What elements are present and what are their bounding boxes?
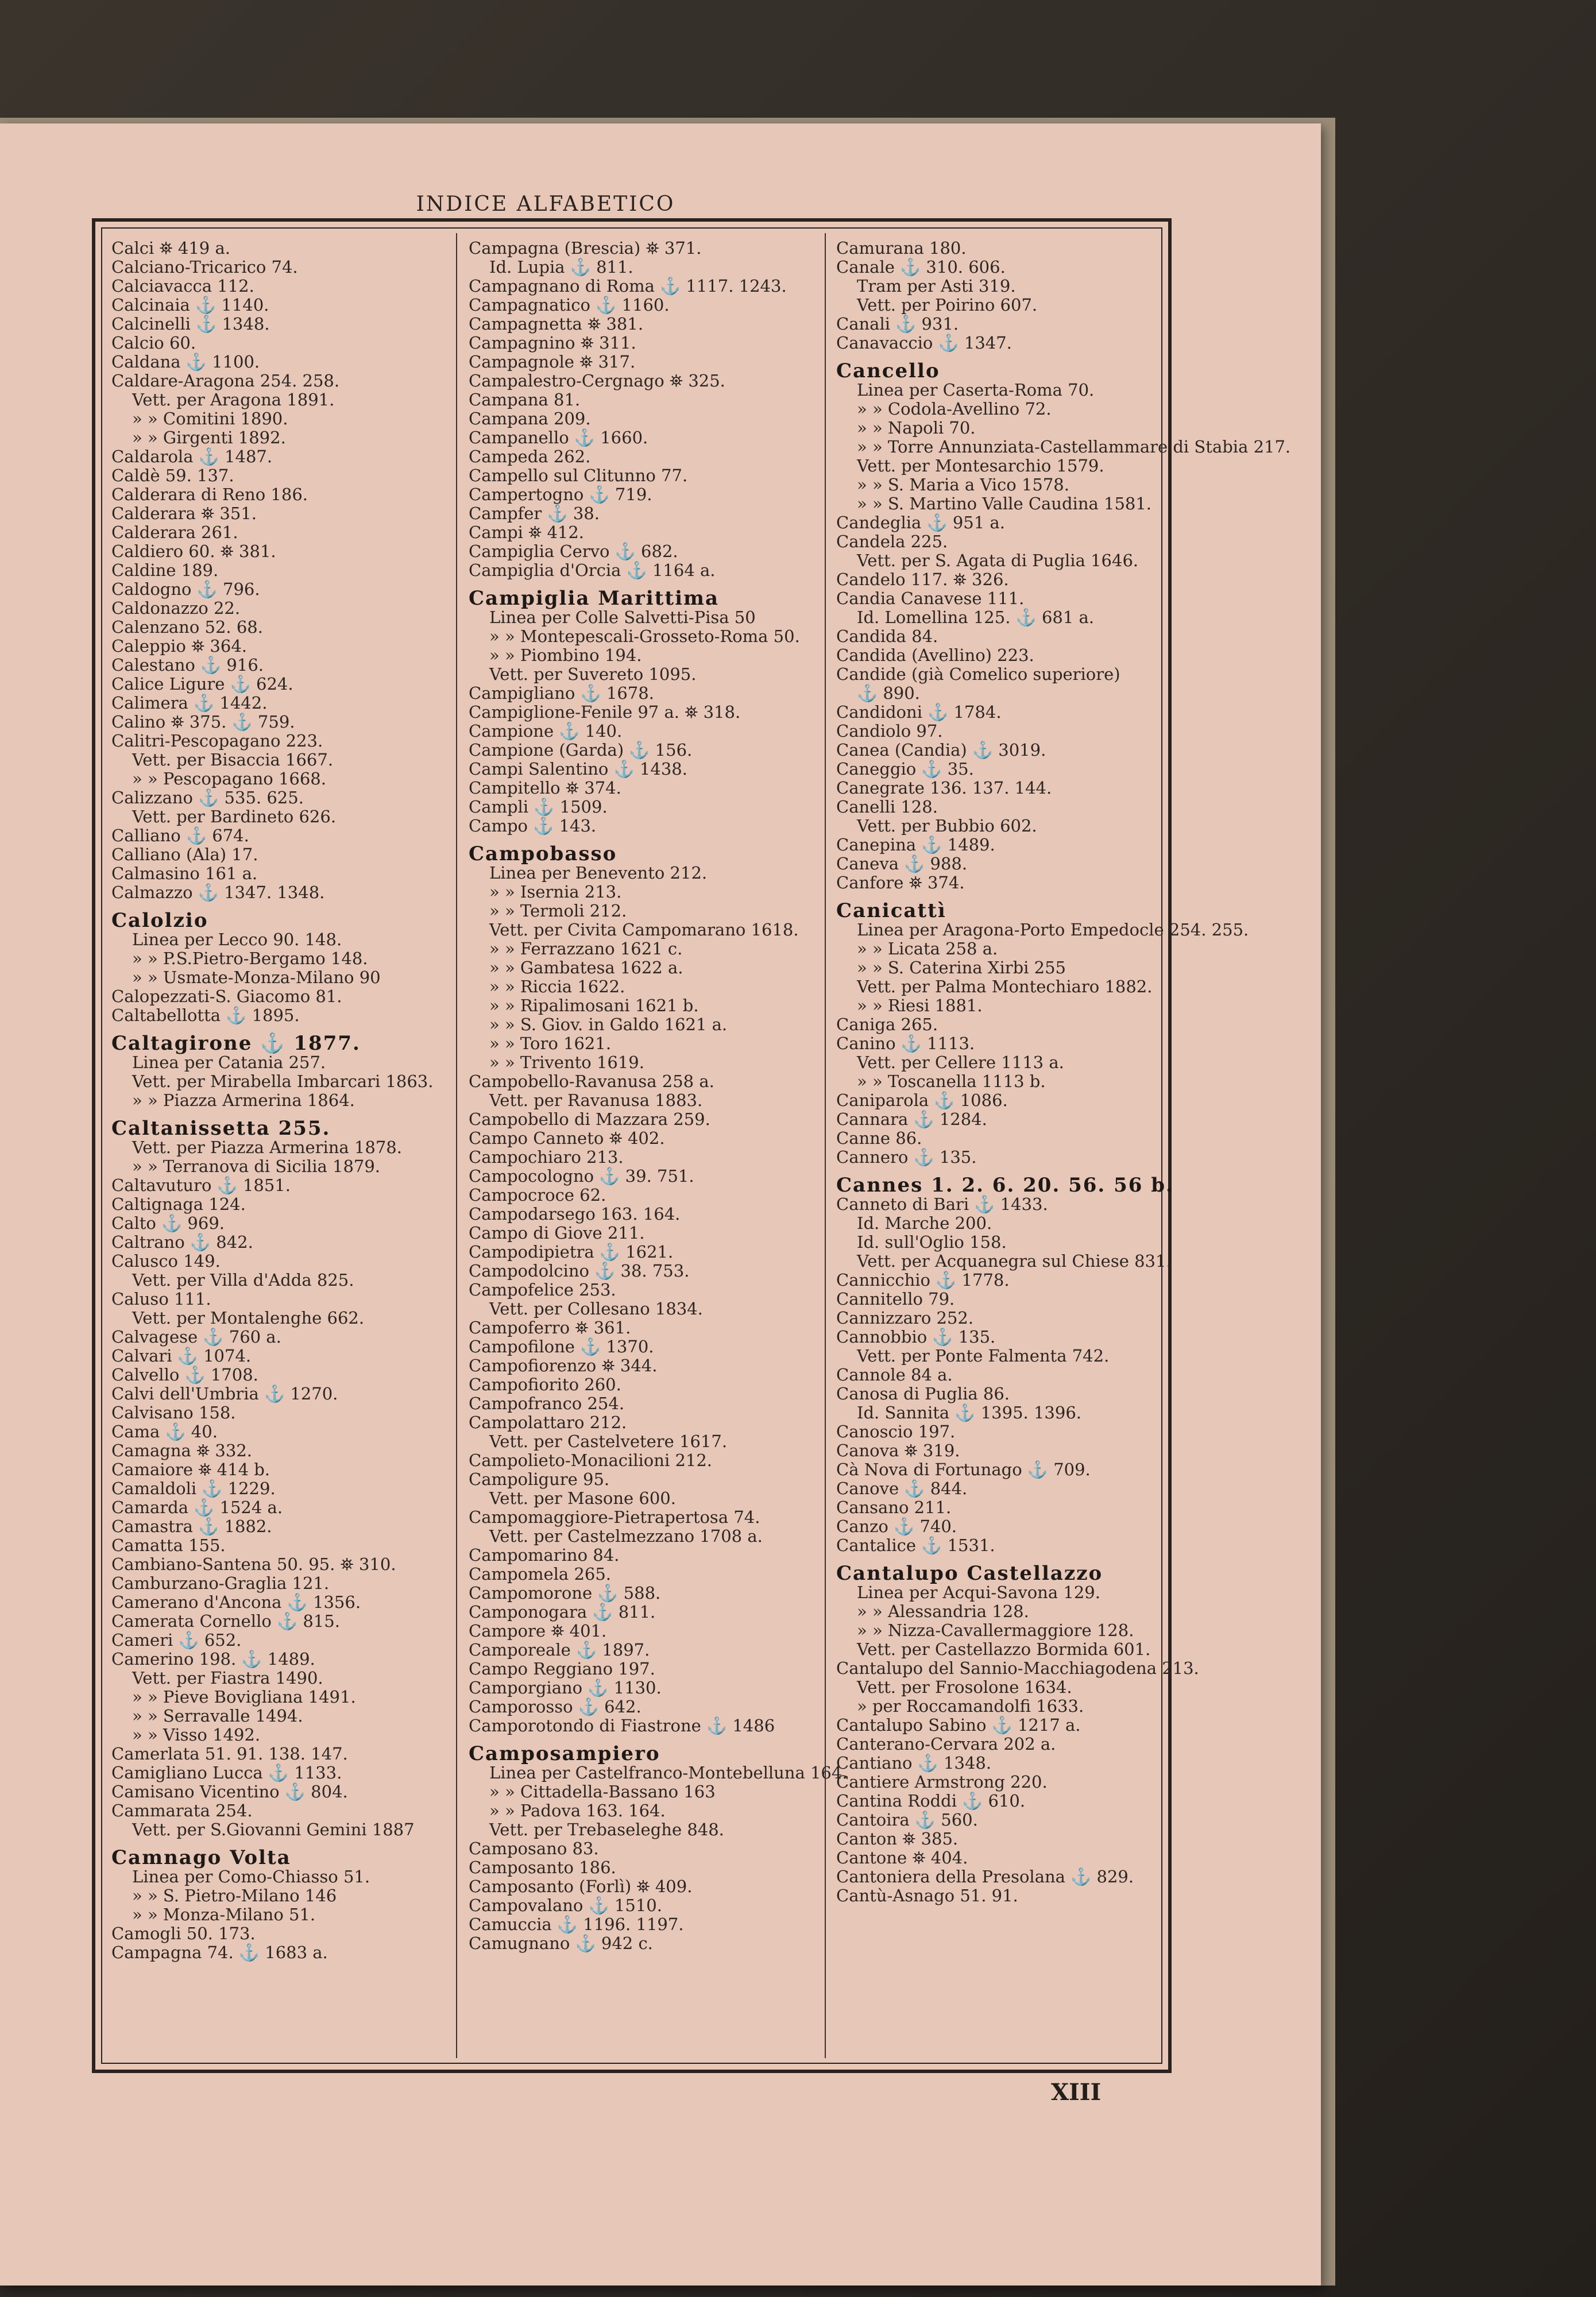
index-entry: Campagna (Brescia) ⛯ 371. [469, 238, 702, 258]
index-entry: Campeda 262. [469, 447, 591, 466]
index-entry: Canali ⚓ 931. [836, 314, 959, 334]
index-entry: Campertogno ⚓ 719. [469, 485, 652, 504]
index-entry: Vett. per Ponte Falmenta 742. [857, 1346, 1110, 1366]
index-entry: Id. Lupia ⚓ 811. [489, 257, 633, 277]
index-entry: Candela 225. [836, 532, 948, 551]
index-entry: Campobello-Ravanusa 258 a. [469, 1072, 714, 1091]
index-entry: Vett. per Piazza Armerina 1878. [132, 1138, 402, 1157]
index-entry: Vett. per Montesarchio 1579. [857, 456, 1104, 475]
index-entry: Campione ⚓ 140. [469, 721, 623, 741]
index-entry: Caldarola ⚓ 1487. [111, 447, 273, 466]
index-entry: Calvagese ⚓ 760 a. [111, 1327, 281, 1347]
index-entry: Cantalupo del Sannio-Macchiagodena 213. [836, 1658, 1199, 1678]
index-entry: Canzo ⚓ 740. [836, 1517, 957, 1536]
index-entry: Camerino 198. ⚓ 1489. [111, 1649, 315, 1669]
index-entry: Campo di Giove 211. [469, 1223, 645, 1243]
index-entry: Canosa di Puglia 86. [836, 1384, 1010, 1403]
index-entry: Campovalano ⚓ 1510. [469, 1896, 662, 1915]
index-entry: » » Riesi 1881. [857, 996, 983, 1015]
index-entry: Cantiere Armstrong 220. [836, 1772, 1048, 1792]
index-entry: Calmasino 161 a. [111, 864, 258, 883]
index-entry: Calmazzo ⚓ 1347. 1348. [111, 883, 325, 902]
index-entry: Linea per Benevento 212. [489, 863, 708, 883]
index-entry: Campagnole ⛯ 317. [469, 352, 636, 372]
index-entry: Vett. per Poirino 607. [857, 295, 1038, 315]
index-entry: Calcio 60. [111, 333, 196, 353]
index-entry: Calimera ⚓ 1442. [111, 693, 268, 713]
index-entry: Campitello ⛯ 374. [469, 778, 621, 798]
index-entry: Cantalice ⚓ 1531. [836, 1536, 995, 1555]
index-entry: Camponogara ⚓ 811. [469, 1602, 656, 1622]
index-entry: Camatta 155. [111, 1536, 226, 1555]
index-entry: Vett. per Bardineto 626. [132, 807, 337, 826]
index-entry: Caniparola ⚓ 1086. [836, 1091, 1008, 1110]
index-entry: Vett. per Villa d'Adda 825. [132, 1270, 354, 1290]
index-entry: » » Toscanella 1113 b. [857, 1072, 1046, 1091]
index-entry: Linea per Como-Chiasso 51. [132, 1867, 370, 1886]
index-entry: Campagnetta ⛯ 381. [469, 314, 644, 334]
index-entry: Campobello di Mazzara 259. [469, 1109, 710, 1129]
index-entry: Caltabellotta ⚓ 1895. [111, 1006, 300, 1025]
index-entry: Camporotondo di Fiastrone ⚓ 1486 [469, 1716, 775, 1735]
index-entry: Canoscio 197. [836, 1422, 956, 1441]
index-entry: Vett. per Ravanusa 1883. [489, 1091, 703, 1110]
index-entry: » » Montepescali-Grosseto-Roma 50. [489, 627, 800, 646]
index-entry: Caltrano ⚓ 842. [111, 1232, 253, 1252]
index-entry: Linea per Catania 257. [132, 1053, 326, 1072]
index-entry: Cantalupo Sabino ⚓ 1217 a. [836, 1715, 1081, 1735]
index-entry: Campochiaro 213. [469, 1147, 624, 1167]
index-entry: Campofranco 254. [469, 1394, 625, 1413]
index-entry: Id. Sannita ⚓ 1395. 1396. [857, 1403, 1081, 1422]
index-entry: Canova ⛯ 319. [836, 1441, 960, 1460]
index-entry: Vett. per Bisaccia 1667. [132, 750, 334, 769]
index-entry: » » Gambatesa 1622 a. [489, 958, 683, 977]
index-entry: » » P.S.Pietro-Bergamo 148. [132, 949, 368, 968]
index-entry: Campo ⚓ 143. [469, 816, 597, 836]
index-entry: » » S. Martino Valle Caudina 1581. [857, 494, 1152, 513]
index-entry: Calderara ⛯ 351. [111, 504, 257, 523]
index-entry: Linea per Acqui-Savona 129. [857, 1583, 1100, 1602]
index-entry: Canelli 128. [836, 797, 938, 817]
column-divider [825, 233, 826, 2058]
index-entry: Campodolcino ⚓ 38. 753. [469, 1261, 690, 1281]
index-entry: » » Pescopagano 1668. [132, 769, 326, 788]
index-entry: » » Serravalle 1494. [132, 1706, 303, 1726]
index-entry: Vett. per Masone 600. [489, 1488, 676, 1508]
index-entry: Cantiano ⚓ 1348. [836, 1753, 992, 1773]
index-entry: Calizzano ⚓ 535. 625. [111, 788, 304, 807]
index-entry: Calvello ⚓ 1708. [111, 1365, 258, 1385]
index-entry: » » Trivento 1619. [489, 1053, 644, 1072]
index-entry: Linea per Caserta-Roma 70. [857, 380, 1095, 400]
index-entry: Id. Lomellina 125. ⚓ 681 a. [857, 608, 1095, 627]
index-entry: » » Isernia 213. [489, 882, 622, 902]
index-entry: Calino ⛯ 375. ⚓ 759. [111, 712, 295, 732]
index-entry: » » Comitini 1890. [132, 409, 288, 428]
index-entry: Canterano-Cervara 202 a. [836, 1734, 1056, 1754]
index-entry: Camburzano-Graglia 121. [111, 1573, 330, 1593]
index-entry: Camerata Cornello ⚓ 815. [111, 1611, 340, 1631]
index-entry: Camagna ⛯ 332. [111, 1441, 253, 1460]
index-entry: Calvari ⚓ 1074. [111, 1346, 252, 1366]
page-number: XIII [1051, 2079, 1102, 2106]
index-entry: Campofiorenzo ⛯ 344. [469, 1356, 658, 1375]
index-entry: Vett. per Castelmezzano 1708 a. [489, 1526, 763, 1546]
index-entry: Calderara 261. [111, 523, 238, 542]
index-entry: Tram per Asti 319. [857, 276, 1016, 296]
index-entry: » » Cittadella-Bassano 163 [489, 1782, 716, 1801]
index-entry: » » Ripalimosani 1621 b. [489, 996, 699, 1015]
index-entry: Caluso 111. [111, 1289, 211, 1309]
index-entry: Linea per Castelfranco-Montebelluna 164. [489, 1763, 848, 1782]
index-entry: Canton ⛯ 385. [836, 1829, 959, 1849]
index-entry: Candide (già Comelico superiore) [836, 664, 1120, 684]
index-entry: » » Piombino 194. [489, 645, 642, 665]
index-entry: Campocroce 62. [469, 1185, 606, 1205]
index-entry: Cansano 211. [836, 1498, 952, 1517]
index-entry: Cantone ⛯ 404. [836, 1848, 968, 1867]
index-entry: Vett. per Aragona 1891. [132, 390, 335, 409]
index-entry: Cameri ⚓ 652. [111, 1630, 242, 1650]
index-entry: Campodarsego 163. 164. [469, 1204, 681, 1224]
index-entry: » » S. Caterina Xirbi 255 [857, 958, 1066, 977]
index-entry: Cannicchio ⚓ 1778. [836, 1270, 1010, 1290]
index-entry: Campagnatico ⚓ 1160. [469, 295, 670, 315]
index-entry: Campore ⛯ 401. [469, 1621, 607, 1641]
index-entry: Candida (Avellino) 223. [836, 645, 1034, 665]
index-entry: Calusco 149. [111, 1251, 221, 1271]
index-entry: Vett. per Frosolone 1634. [857, 1677, 1072, 1697]
index-entry: Campiglione-Fenile 97 a. ⛯ 318. [469, 702, 741, 722]
index-entry: Vett. per S. Agata di Puglia 1646. [857, 551, 1139, 570]
index-entry: Camporeale ⚓ 1897. [469, 1640, 650, 1660]
index-entry: » » Licata 258 a. [857, 939, 998, 958]
index-entry: Campoligure 95. [469, 1470, 610, 1489]
index-entry: Vett. per Bubbio 602. [857, 816, 1037, 836]
index-entry: Calvisano 158. [111, 1403, 236, 1422]
index-heading: Cantalupo Castellazzo [836, 1562, 1103, 1585]
index-entry: Candidoni ⚓ 1784. [836, 702, 1002, 722]
index-entry: Canove ⚓ 844. [836, 1479, 968, 1498]
index-entry: Campione (Garda) ⚓ 156. [469, 740, 693, 760]
index-entry: ⚓ 890. [857, 683, 920, 703]
index-entry: Linea per Lecco 90. 148. [132, 930, 342, 949]
index-entry: Canne 86. [836, 1128, 922, 1148]
index-heading: Cannes 1. 2. 6. 20. 56. 56 b. [836, 1174, 1174, 1197]
index-entry: Campoferro ⛯ 361. [469, 1318, 631, 1337]
index-entry: Id. Marche 200. [857, 1213, 992, 1233]
index-entry: » per Roccamandolfi 1633. [857, 1696, 1084, 1716]
index-entry: Cannero ⚓ 135. [836, 1147, 977, 1167]
index-entry: Vett. per Castellazzo Bormida 601. [857, 1639, 1151, 1659]
index-entry: Vett. per Suvereto 1095. [489, 664, 697, 684]
index-entry: Calciavacca 112. [111, 276, 254, 296]
index-entry: Caldiero 60. ⛯ 381. [111, 542, 276, 561]
index-entry: Calvi dell'Umbria ⚓ 1270. [111, 1384, 338, 1403]
index-entry: Camposano 83. [469, 1839, 599, 1858]
index-entry: Campi ⛯ 412. [469, 523, 585, 542]
index-entry: » » Pieve Bovigliana 1491. [132, 1687, 356, 1707]
index-entry: Cannara ⚓ 1284. [836, 1109, 987, 1129]
index-entry: Campomaggiore-Pietrapertosa 74. [469, 1507, 760, 1527]
index-entry: Caldogno ⚓ 796. [111, 579, 260, 599]
index-entry: » » Riccia 1622. [489, 977, 625, 996]
index-entry: Caldana ⚓ 1100. [111, 352, 260, 372]
index-entry: Canegrate 136. 137. 144. [836, 778, 1052, 798]
index-entry: Caniga 265. [836, 1015, 938, 1034]
index-entry: Linea per Aragona-Porto Empedocle 254. 255. [857, 920, 1249, 939]
index-entry: Campiglia Cervo ⚓ 682. [469, 542, 678, 561]
index-entry: Camisano Vicentino ⚓ 804. [111, 1782, 348, 1801]
index-heading: Cancello [836, 359, 940, 382]
index-entry: Canneto di Bari ⚓ 1433. [836, 1194, 1048, 1214]
book-page [0, 123, 1321, 2286]
index-entry: Cannitello 79. [836, 1289, 955, 1309]
index-entry: Camerlata 51. 91. 138. 147. [111, 1744, 348, 1764]
index-entry: Vett. per Castelvetere 1617. [489, 1432, 728, 1451]
index-entry: » » Visso 1492. [132, 1725, 261, 1745]
index-entry: » » S. Pietro-Milano 146 [132, 1886, 337, 1905]
index-entry: Calcinelli ⚓ 1348. [111, 314, 270, 334]
index-heading: Campiglia Marittima [469, 587, 720, 610]
index-entry: Camporgiano ⚓ 1130. [469, 1678, 662, 1697]
index-entry: Campana 209. [469, 409, 591, 428]
index-entry: Linea per Colle Salvetti-Pisa 50 [489, 608, 756, 627]
index-entry: » » Toro 1621. [489, 1034, 612, 1053]
index-entry: Caldine 189. [111, 560, 219, 580]
index-entry: Calopezzati-S. Giacomo 81. [111, 987, 342, 1006]
index-column-1 [111, 239, 445, 2054]
index-entry: Camarda ⚓ 1524 a. [111, 1498, 283, 1517]
index-entry: Calliano ⚓ 674. [111, 826, 249, 845]
index-frame [92, 218, 1291, 2073]
index-entry: » » Piazza Armerina 1864. [132, 1091, 355, 1110]
index-entry: Caldare-Aragona 254. 258. [111, 371, 340, 390]
index-entry: Campomorone ⚓ 588. [469, 1583, 661, 1603]
index-entry: Id. sull'Oglio 158. [857, 1232, 1007, 1252]
index-entry: Camigliano Lucca ⚓ 1133. [111, 1763, 342, 1782]
index-entry: Caleppio ⛯ 364. [111, 636, 247, 656]
index-entry: Campo Reggiano 197. [469, 1659, 655, 1679]
index-entry: Calto ⚓ 969. [111, 1213, 225, 1233]
index-entry: Candiolo 97. [836, 721, 943, 741]
index-entry: Campomarino 84. [469, 1545, 620, 1565]
index-entry: Calliano (Ala) 17. [111, 845, 258, 864]
index-entry: Calderara di Reno 186. [111, 485, 308, 504]
index-entry: » » Terranova di Sicilia 1879. [132, 1157, 381, 1176]
index-entry: Cantoira ⚓ 560. [836, 1810, 978, 1830]
index-entry: Vett. per Collesano 1834. [489, 1299, 703, 1318]
index-entry: Vett. per Fiastra 1490. [132, 1668, 323, 1688]
index-entry: » » Girgenti 1892. [132, 428, 286, 447]
index-entry: Vett. per Trebaseleghe 848. [489, 1820, 724, 1839]
index-entry: Canavaccio ⚓ 1347. [836, 333, 1012, 353]
index-heading: Calolzio [111, 909, 208, 932]
index-entry: Candeglia ⚓ 951 a. [836, 513, 1005, 532]
index-entry: » » Ferrazzano 1621 c. [489, 939, 683, 958]
index-entry: Campi Salentino ⚓ 1438. [469, 759, 687, 779]
index-entry: Campofiorito 260. [469, 1375, 621, 1394]
index-entry: Vett. per Palma Montechiaro 1882. [857, 977, 1153, 996]
index-entry: Cantoniera della Presolana ⚓ 829. [836, 1867, 1134, 1886]
index-entry: Campagnano di Roma ⚓ 1117. 1243. [469, 276, 787, 296]
index-entry: Calitri-Pescopagano 223. [111, 731, 323, 751]
index-entry: Cambiano-Santena 50. 95. ⛯ 310. [111, 1554, 396, 1574]
index-entry: » » S. Maria a Vico 1578. [857, 475, 1069, 494]
index-entry: » » Padova 163. 164. [489, 1801, 666, 1820]
index-entry: Camurana 180. [836, 238, 967, 258]
index-entry: Cannole 84 a. [836, 1365, 953, 1385]
index-entry: » » Nizza-Cavallermaggiore 128. [857, 1621, 1134, 1640]
index-entry: Camporosso ⚓ 642. [469, 1697, 642, 1716]
index-entry: Calcinaia ⚓ 1140. [111, 295, 269, 315]
index-entry: » » Napoli 70. [857, 418, 976, 438]
index-entry: Caneggio ⚓ 35. [836, 759, 974, 779]
index-entry: » » Alessandria 128. [857, 1602, 1029, 1621]
index-heading: Camnago Volta [111, 1846, 291, 1869]
index-entry: Campagna 74. ⚓ 1683 a. [111, 1943, 328, 1962]
index-entry: Caneva ⚓ 988. [836, 854, 968, 873]
index-entry: » » Termoli 212. [489, 901, 627, 921]
index-entry: Campofilone ⚓ 1370. [469, 1337, 654, 1356]
index-entry: » » Usmate-Monza-Milano 90 [132, 968, 381, 987]
index-entry: Cà Nova di Fortunago ⚓ 709. [836, 1460, 1091, 1479]
index-entry: Camposanto (Forlì) ⛯ 409. [469, 1877, 693, 1896]
index-entry: Calice Ligure ⚓ 624. [111, 674, 293, 694]
index-entry: Camugnano ⚓ 942 c. [469, 1933, 653, 1953]
index-entry: Calestano ⚓ 916. [111, 655, 264, 675]
index-heading: Caltagirone ⚓ 1877. [111, 1032, 361, 1055]
index-entry: Caltignaga 124. [111, 1194, 246, 1214]
index-entry: Calenzano 52. 68. [111, 617, 263, 637]
index-entry: Camastra ⚓ 1882. [111, 1517, 272, 1536]
index-entry: Canea (Candia) ⚓ 3019. [836, 740, 1046, 760]
index-entry: Campolieto-Monacilioni 212. [469, 1451, 713, 1470]
index-entry: Campodipietra ⚓ 1621. [469, 1242, 674, 1262]
index-entry: » » S. Giov. in Galdo 1621 a. [489, 1015, 728, 1034]
index-entry: Caldonazzo 22. [111, 598, 241, 618]
index-entry: Candida 84. [836, 627, 938, 646]
index-entry: Campigliano ⚓ 1678. [469, 683, 654, 703]
page-header: INDICE ALFABETICO [416, 192, 675, 216]
index-entry: Calciano-Tricarico 74. [111, 257, 298, 277]
index-entry: Vett. per Cellere 1113 a. [857, 1053, 1064, 1072]
index-entry: Camposanto 186. [469, 1858, 616, 1877]
index-entry: Campana 81. [469, 390, 581, 409]
index-entry: Camaldoli ⚓ 1229. [111, 1479, 276, 1498]
index-entry: Campagnino ⛯ 311. [469, 333, 636, 353]
index-entry: Cannizzaro 252. [836, 1308, 974, 1328]
index-entry: Canino ⚓ 1113. [836, 1034, 975, 1053]
index-entry: Camaiore ⛯ 414 b. [111, 1460, 270, 1479]
index-entry: » » Codola-Avellino 72. [857, 399, 1052, 419]
index-entry: Campalestro-Cergnago ⛯ 325. [469, 371, 725, 390]
index-entry: Candia Canavese 111. [836, 589, 1025, 608]
index-entry: Calci ⛯ 419 a. [111, 238, 230, 258]
index-entry: Vett. per Mirabella Imbarcari 1863. [132, 1072, 434, 1091]
index-heading: Camposampiero [469, 1742, 660, 1765]
index-entry: Vett. per S.Giovanni Gemini 1887 [132, 1820, 415, 1839]
index-entry: Campanello ⚓ 1660. [469, 428, 648, 447]
index-entry: Campfer ⚓ 38. [469, 504, 600, 523]
index-heading: Campobasso [469, 842, 617, 865]
index-entry: Canepina ⚓ 1489. [836, 835, 995, 854]
index-entry: Canfore ⛯ 374. [836, 873, 965, 892]
index-entry: Canale ⚓ 310. 606. [836, 257, 1006, 277]
index-entry: Cantina Roddi ⚓ 610. [836, 1791, 1026, 1811]
index-entry: Camuccia ⚓ 1196. 1197. [469, 1915, 684, 1934]
index-heading: Canicattì [836, 899, 946, 922]
index-heading: Caltanissetta 255. [111, 1117, 331, 1140]
index-entry: Cantù-Asnago 51. 91. [836, 1886, 1018, 1905]
index-entry: Campiglia d'Orcia ⚓ 1164 a. [469, 560, 716, 580]
index-entry: Caldè 59. 137. [111, 466, 234, 485]
index-entry: Vett. per Acquanegra sul Chiese 831. [857, 1251, 1172, 1271]
index-entry: Candelo 117. ⛯ 326. [836, 570, 1009, 589]
index-entry: Campo Canneto ⛯ 402. [469, 1128, 665, 1148]
index-entry: Cannobbio ⚓ 135. [836, 1327, 996, 1347]
index-entry: Campello sul Clitunno 77. [469, 466, 688, 485]
index-entry: Cama ⚓ 40. [111, 1422, 218, 1441]
index-entry: Campli ⚓ 1509. [469, 797, 608, 817]
index-entry: Campocologno ⚓ 39. 751. [469, 1166, 694, 1186]
index-column-2 [469, 238, 848, 2054]
index-entry: Camerano d'Ancona ⚓ 1356. [111, 1592, 361, 1612]
index-entry: » » Monza-Milano 51. [132, 1905, 316, 1924]
index-entry: Campofelice 253. [469, 1280, 616, 1300]
index-entry: Caltavuturo ⚓ 1851. [111, 1175, 291, 1195]
index-entry: Campomela 265. [469, 1564, 612, 1584]
index-entry: Campolattaro 212. [469, 1413, 627, 1432]
index-column-3 [836, 238, 1291, 2054]
index-entry: Vett. per Montalenghe 662. [132, 1308, 365, 1328]
index-entry: Camogli 50. 173. [111, 1924, 256, 1943]
index-entry: Cammarata 254. [111, 1801, 253, 1820]
column-divider [456, 233, 457, 2058]
index-entry: Vett. per Civita Campomarano 1618. [489, 920, 799, 939]
index-entry: » » Torre Annunziata-Castellammare di Stabia 217. [857, 437, 1291, 457]
